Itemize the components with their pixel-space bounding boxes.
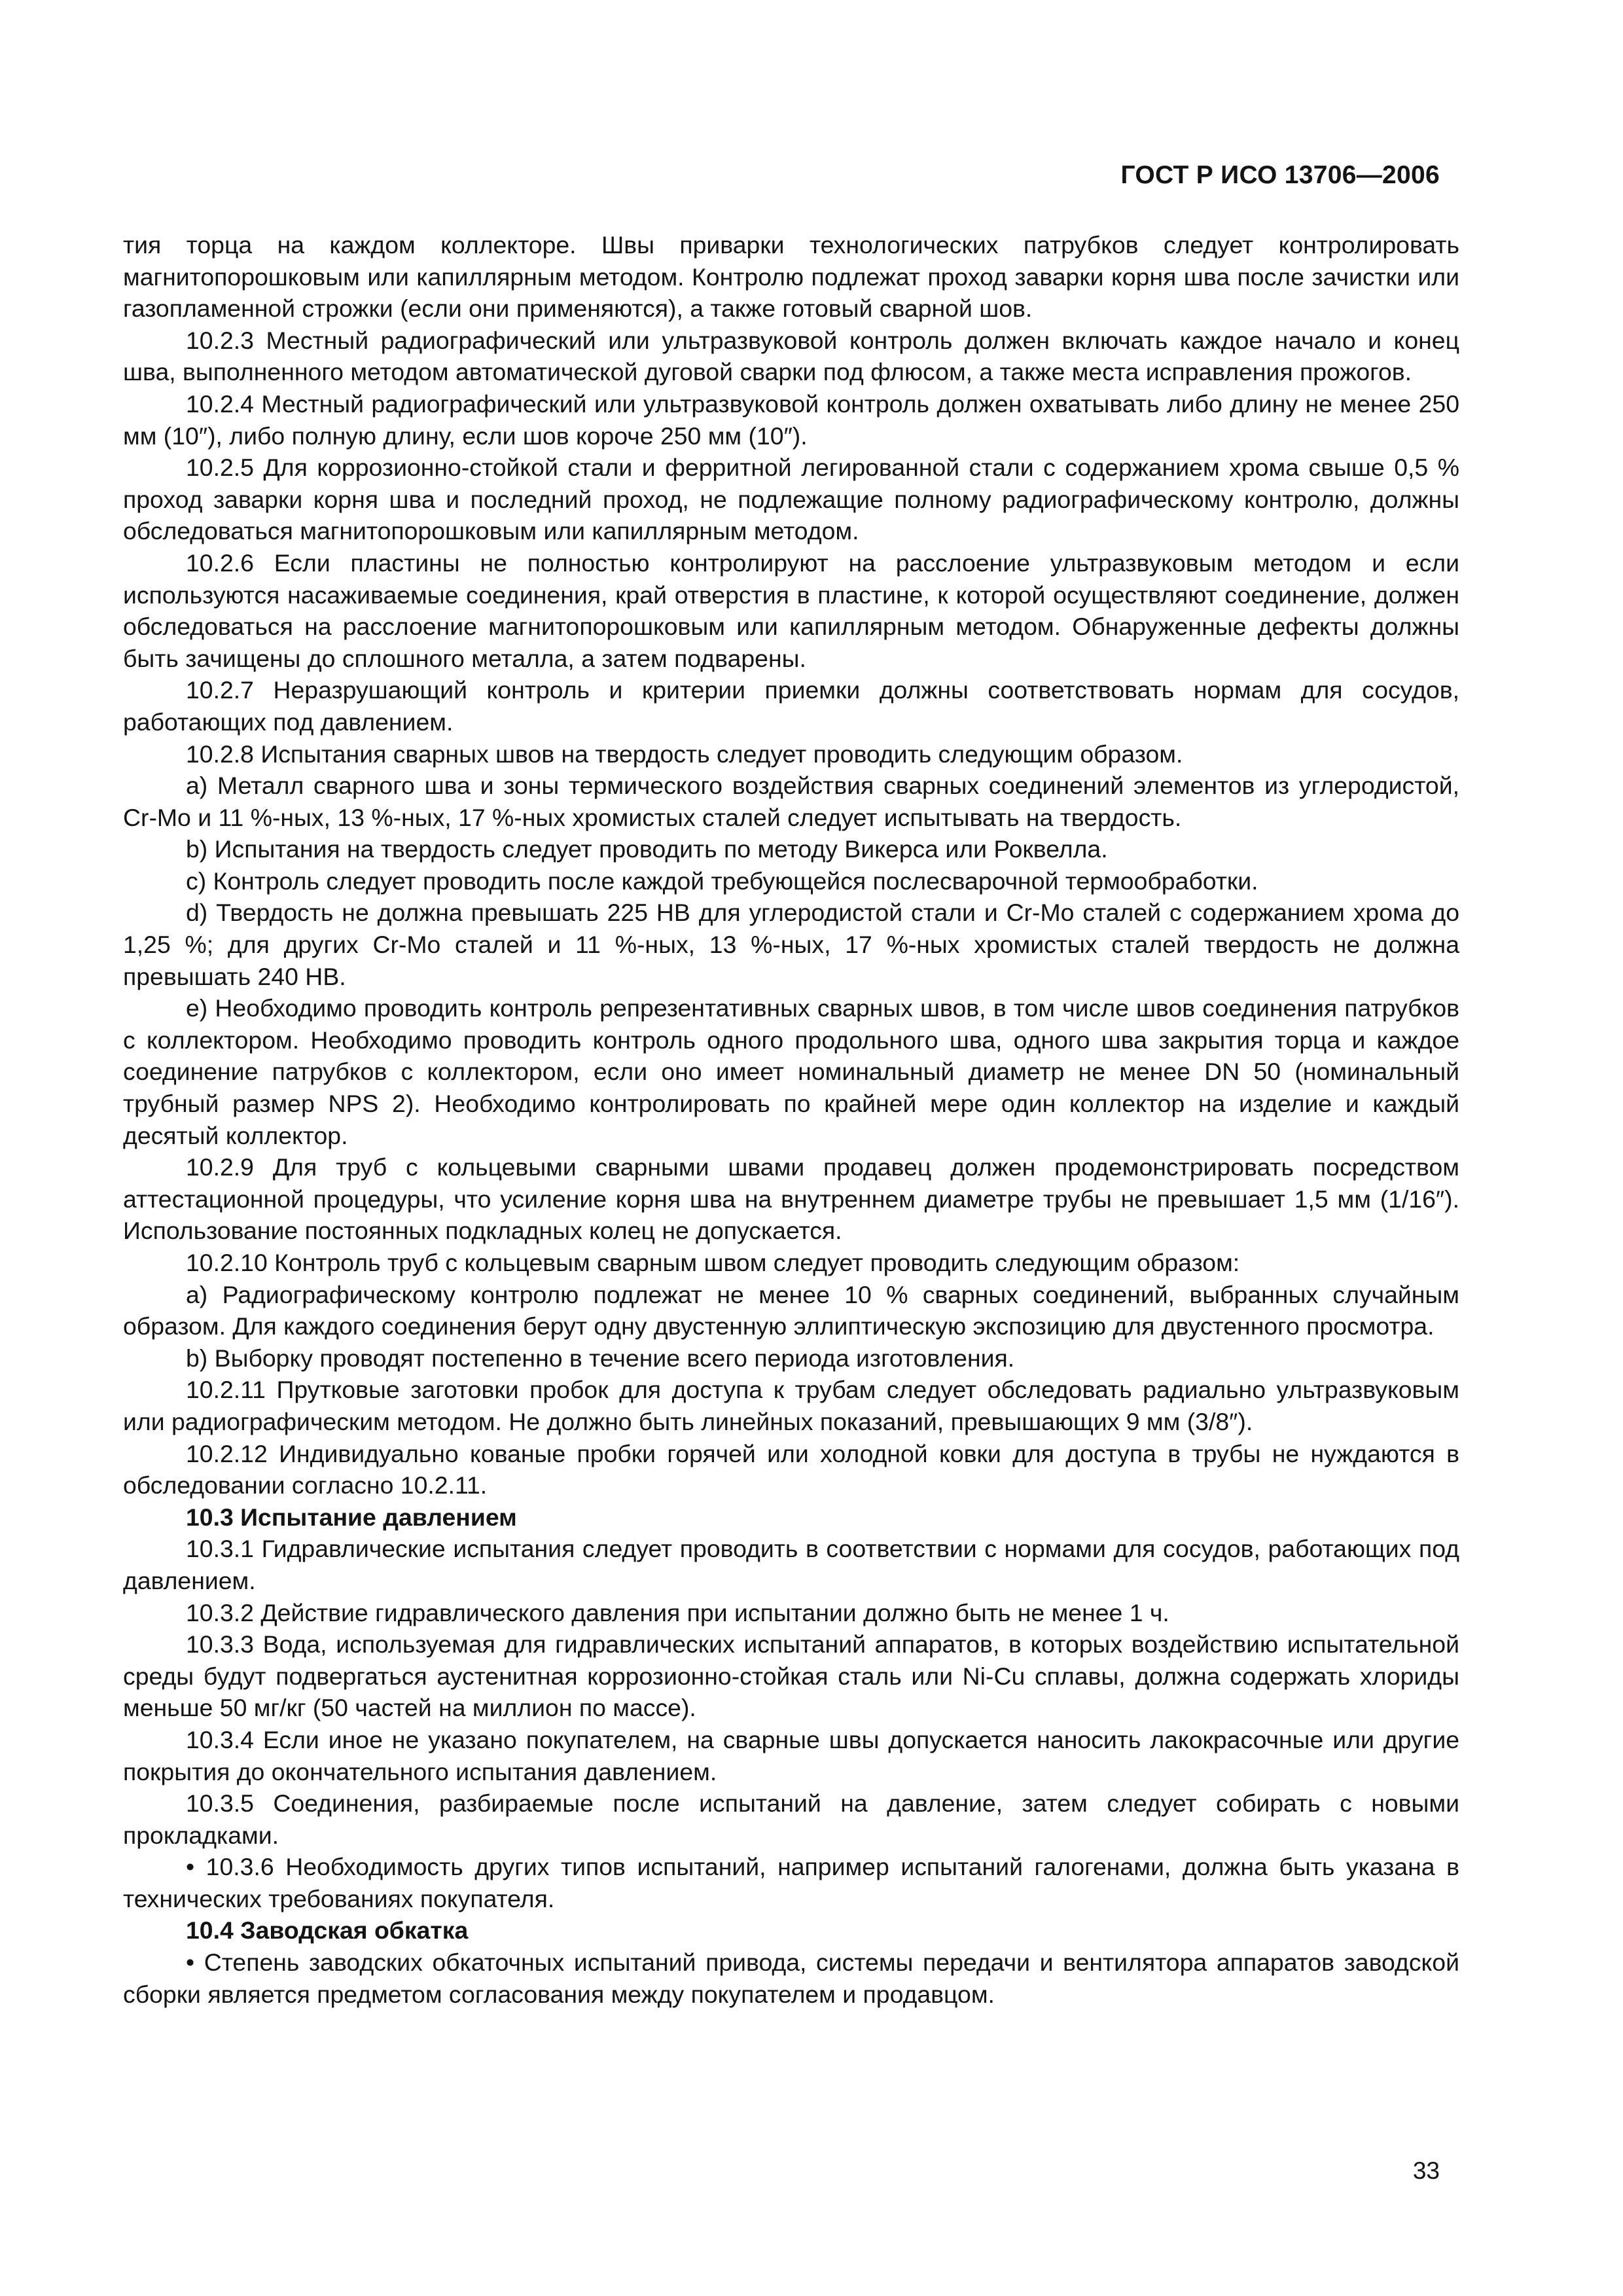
paragraph: 10.3.1 Гидравлические испытания следует проводить в соответствии с нормами для сосудов, работающих под давлением. — [123, 1535, 1459, 1594]
paragraph: 10.3.4 Если иное не указано покупателем, на сварные швы допускается наносить лакокрасочные или другие покрытия до окончательного испытания давлением. — [123, 1725, 1459, 1785]
section-heading: 10.4 Заводская обкатка — [186, 1916, 469, 1945]
paragraph: 10.2.9 Для труб с кольцевыми сварными швами продавец должен продемонстрировать посредством аттестационной процедуры, что усиление корня шва на внутреннем диаметре трубы не превышает 1,5 мм (1/16″). Использование постоянных подкладных колец не допускается. — [123, 1153, 1459, 1245]
paragraph: b) Выборку проводят постепенно в течение всего периода изготовления. — [186, 1344, 1015, 1372]
document-code-header: ГОСТ Р ИСО 13706—2006 — [1120, 161, 1440, 189]
paragraph: тия торца на каждом коллекторе. Швы приварки технологических патрубков следует контролировать магнитопорошковым или капиллярным методом. Контролю подлежат проход заварки корня шва после зачистки или газопламенной строжки (если они применяются), а также готовый сварной шов. — [123, 231, 1459, 323]
page-number: 33 — [1412, 2157, 1440, 2184]
paragraph: 10.2.8 Испытания сварных швов на твердость следует проводить следующим образом. — [186, 740, 1183, 768]
paragraph: 10.2.6 Если пластины не полностью контролируют на расслоение ультразвуковым методом и если используются насаживаемые соединения, край отверстия в пластине, к которой осуществляют соединение, должен обследоваться на расслоение магнитопорошковым или капиллярным методом. Обнаруженные дефекты должны быть зачищены до сплошного металла, а затем подварены. — [123, 548, 1459, 672]
paragraph: 10.2.7 Неразрушающий контроль и критерии приемки должны соответствовать нормам для сосудов, работающих под давлением. — [123, 676, 1459, 736]
section-heading: 10.3 Испытание давлением — [186, 1503, 517, 1531]
paragraph: 10.3.5 Соединения, разбираемые после испытаний на давление, затем следует собирать с новыми прокладками. — [123, 1789, 1459, 1849]
paragraph: a) Радиографическому контролю подлежат не менее 10 % сварных соединений, выбранных случайным образом. Для каждого соединения берут одну двустенную эллиптическую экспозицию для двустенного просмотра. — [123, 1280, 1459, 1340]
paragraph: 10.3.3 Вода, используемая для гидравлических испытаний аппаратов, в которых воздействию испытательной среды будут подвергаться аустенитная коррозионно-стойкая сталь или Ni-Cu сплавы, должна содержать хлориды меньше 50 мг/кг (50 частей на миллион по массе). — [123, 1630, 1459, 1722]
paragraph: 10.2.11 Прутковые заготовки пробок для доступа к трубам следует обследовать радиально ультразвуковым или радиографическим методом. Не должно быть линейных показаний, превышающих 9 мм (3/8″). — [123, 1376, 1459, 1435]
paragraph: 10.3.2 Действие гидравлического давления при испытании должно быть не менее 1 ч. — [186, 1598, 1169, 1626]
paragraph: a) Металл сварного шва и зоны термического воздействия сварных соединений элементов из углеродистой, Cr-Mo и 11 %-ных, 13 %-ных, 17 %-ных хромистых сталей следует испытывать на твердость. — [123, 772, 1459, 831]
paragraph: 10.2.10 Контроль труб с кольцевым сварным швом следует проводить следующим образом: — [186, 1249, 1240, 1276]
paragraph: • 10.3.6 Необходимость других типов испытаний, например испытаний галогенами, должна быть указана в технических требованиях покупателя. — [123, 1853, 1459, 1912]
document-body — [123, 229, 1459, 2010]
paragraph: b) Испытания на твердость следует проводить по методу Викерса или Роквелла. — [186, 835, 1108, 863]
paragraph: c) Контроль следует проводить после каждой требующейся послесварочной термообработки. — [186, 867, 1258, 895]
paragraph: • Степень заводских обкаточных испытаний привода, системы передачи и вентилятора аппаратов заводской сборки является предметом согласования между покупателем и продавцом. — [123, 1948, 1459, 2008]
paragraph: 10.2.3 Местный радиографический или ультразвуковой контроль должен включать каждое начало и конец шва, выполненного методом автоматической дуговой сварки под флюсом, а также места исправления прожогов. — [123, 326, 1459, 386]
paragraph: 10.2.4 Местный радиографический или ультразвуковой контроль должен охватывать либо длину не менее 250 мм (10″), либо полную длину, если шов короче 250 мм (10″). — [123, 389, 1459, 450]
paragraph: 10.2.12 Индивидуально кованые пробки горячей или холодной ковки для доступа в трубы не нуждаются в обследовании согласно 10.2.11. — [123, 1439, 1459, 1499]
paragraph: d) Твердость не должна превышать 225 HB для углеродистой стали и Cr-Mo сталей с содержанием хрома до 1,25 %; для других Cr-Mo сталей и 11 %-ных, 13 %-ных, 17 %-ных хромистых сталей твердость не должна превышать 240 HB. — [123, 899, 1459, 990]
paragraph: e) Необходимо проводить контроль репрезентативных сварных швов, в том числе швов соединения патрубков с коллектором. Необходимо проводить контроль одного продольного шва, одного шва закрытия торца и каждое соединение патрубков с коллектором, если оно имеет номинальный диаметр не менее DN 50 (номинальный трубный размер NPS 2). Необходимо контролировать по крайней мере один коллектор на изделие и каждый десятый коллектор. — [123, 994, 1459, 1149]
paragraph: 10.2.5 Для коррозионно-стойкой стали и ферритной легированной стали с содержанием хрома свыше 0,5 % проход заварки корня шва и последний проход, не подлежащие полному радиографическому контролю, должны обследоваться магнитопорошковым или капиллярным методом. — [123, 454, 1459, 545]
